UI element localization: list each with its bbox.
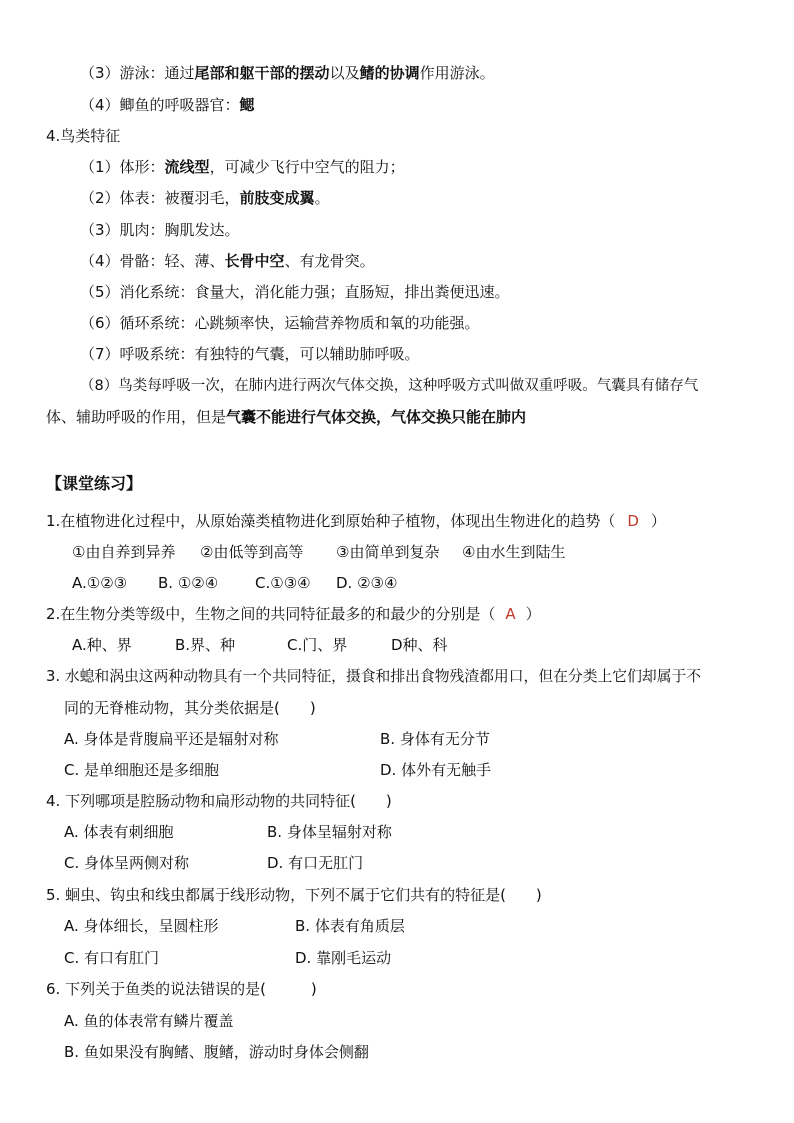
question-4-stem: 4. 下列哪项是腔肠动物和扁形动物的共同特征( ) bbox=[46, 792, 392, 810]
question-text: 1.在植物进化过程中，从原始藻类植物进化到原始种子植物，体现出生物进化的趋势（ bbox=[46, 512, 616, 530]
text: （4）鲫鱼的呼吸器官： bbox=[80, 96, 240, 114]
bold-text: 流线型 bbox=[164, 158, 210, 176]
text: 以及 bbox=[329, 64, 360, 82]
bold-text: 尾部和躯干部的摆动 bbox=[194, 64, 330, 82]
statement: ④由水生到陆生 bbox=[462, 543, 566, 561]
text: （4）骨骼：轻、薄、 bbox=[80, 252, 225, 270]
option-b: B. 鱼如果没有胸鳍、腹鳍，游动时身体会侧翻 bbox=[64, 1043, 369, 1061]
option-b: B.界、种 bbox=[175, 636, 236, 654]
bold-text: 气囊不能进行气体交换，气体交换只能在肺内 bbox=[226, 408, 527, 426]
option-c: C. 身体呈两侧对称 bbox=[64, 854, 190, 872]
question-3-stem-line1: 3. 水螅和涡虫这两种动物具有一个共同特征，摄食和排出食物残渣都用口，但在分类上它们却属于不 bbox=[46, 668, 702, 685]
option-b: B. 身体呈辐射对称 bbox=[267, 823, 392, 841]
question-5-stem: 5. 蛔虫、钩虫和线虫都属于线形动物，下列不属于它们共有的特征是( ) bbox=[46, 886, 542, 904]
bird-section-title: 4.鸟类特征 bbox=[46, 127, 121, 145]
option-c: C.门、界 bbox=[287, 636, 348, 654]
bold-text: 鳍的协调 bbox=[359, 64, 420, 82]
option-a: A.①②③ bbox=[72, 574, 128, 592]
option-c: C. 是单细胞还是多细胞 bbox=[64, 761, 220, 779]
text: （3）游泳：通过 bbox=[80, 64, 195, 82]
bird-feature-4 bbox=[80, 250, 375, 272]
option-a: A. 鱼的体表常有鳞片覆盖 bbox=[64, 1012, 234, 1030]
question-text: 2.在生物分类等级中，生物之间的共同特征最多的和最少的分别是（ bbox=[46, 605, 496, 623]
question-3-stem-line2: 同的无脊椎动物，其分类依据是( ) bbox=[64, 699, 316, 717]
text: 作用游泳。 bbox=[419, 64, 495, 82]
question-close: ） bbox=[525, 605, 541, 623]
bold-text: 长骨中空 bbox=[224, 252, 285, 270]
option-d: D. 体外有无触手 bbox=[380, 761, 492, 779]
statement: ①由自养到异养 bbox=[72, 543, 176, 561]
option-d: D种、科 bbox=[391, 636, 448, 654]
bird-feature-8-line2 bbox=[46, 406, 526, 428]
answer-mark: A bbox=[505, 605, 516, 623]
practice-title: 【课堂练习】 bbox=[46, 474, 143, 493]
text: 、有龙骨突。 bbox=[284, 252, 375, 270]
option-b: B. ①②④ bbox=[158, 574, 219, 592]
text: ，可减少飞行中空气的阻力； bbox=[209, 158, 405, 176]
bird-feature-3: （3）肌肉：胸肌发达。 bbox=[80, 221, 240, 239]
text: 体、辅助呼吸的作用，但是 bbox=[46, 408, 227, 426]
option-a: A. 身体是背腹扁平还是辐射对称 bbox=[64, 730, 279, 748]
option-d: D. 靠刚毛运动 bbox=[295, 949, 392, 967]
bird-feature-2 bbox=[80, 187, 330, 209]
text: 。 bbox=[314, 189, 330, 207]
bird-feature-1 bbox=[80, 156, 405, 178]
option-a: A.种、界 bbox=[72, 636, 132, 654]
fish-swim-line bbox=[80, 62, 495, 84]
statement: ②由低等到高等 bbox=[200, 543, 304, 561]
option-a: A. 体表有刺细胞 bbox=[64, 823, 174, 841]
option-b: B. 体表有角质层 bbox=[295, 917, 405, 935]
text: （1）体形： bbox=[80, 158, 165, 176]
option-d: D. ②③④ bbox=[336, 574, 398, 592]
option-c: C. 有口有肛门 bbox=[64, 949, 160, 967]
question-6-stem: 6. 下列关于鱼类的说法错误的是( ) bbox=[46, 980, 317, 998]
bold-text: 鳃 bbox=[239, 96, 255, 114]
fish-breath-line bbox=[80, 94, 255, 116]
bird-feature-7: （7）呼吸系统：有独特的气囊，可以辅助肺呼吸。 bbox=[80, 345, 420, 363]
bird-feature-5: （5）消化系统：食量大，消化能力强；直肠短，排出粪便迅速。 bbox=[80, 283, 510, 301]
option-d: D. 有口无肛门 bbox=[267, 854, 364, 872]
option-b: B. 身体有无分节 bbox=[380, 730, 490, 748]
question-1-stem bbox=[46, 510, 666, 532]
question-close: ） bbox=[650, 512, 666, 530]
answer-mark: D bbox=[627, 512, 639, 530]
bird-feature-8-line1: （8）鸟类每呼吸一次，在肺内进行两次气体交换，这种呼吸方式叫做双重呼吸。气囊具有储存气 bbox=[80, 378, 699, 394]
option-c: C.①③④ bbox=[255, 574, 311, 592]
question-2-stem bbox=[46, 603, 541, 625]
statement: ③由简单到复杂 bbox=[336, 543, 440, 561]
option-a: A. 身体细长，呈圆柱形 bbox=[64, 917, 219, 935]
text: （2）体表：被覆羽毛， bbox=[80, 189, 240, 207]
bird-feature-6: （6）循环系统：心跳频率快，运输营养物质和氧的功能强。 bbox=[80, 314, 480, 332]
bold-text: 前肢变成翼 bbox=[239, 189, 315, 207]
